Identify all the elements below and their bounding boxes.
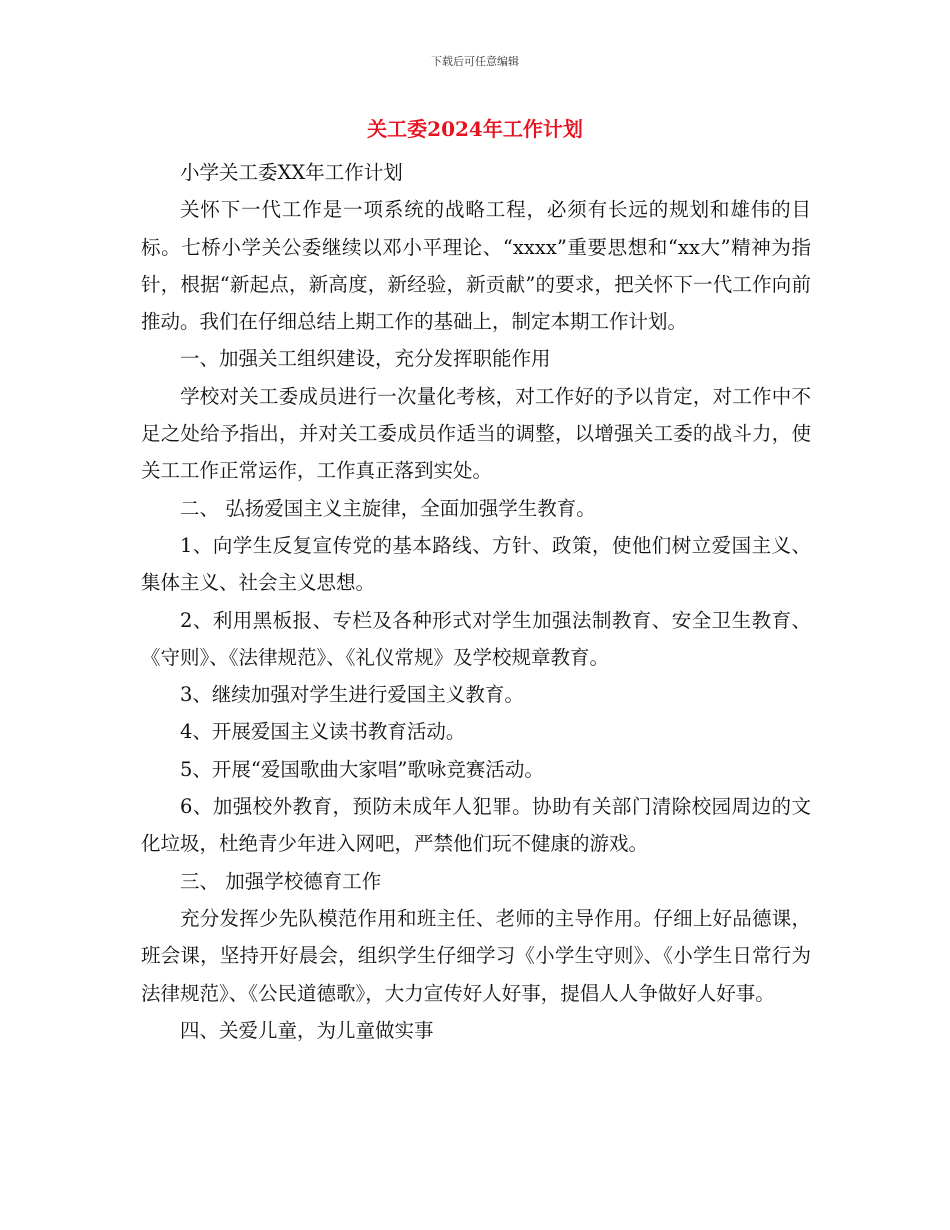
list-item-2: 2、利用黑板报、专栏及各种形式对学生加强法制教育、安全卫生教育、《守则》、《法律规范》、《礼仪常规》及学校规章教育。: [141, 608, 811, 669]
list-item-6: 6、加强校外教育，预防未成年人犯罪。协助有关部门清除校园周边的文化垃圾，杜绝青少年进入网吧，严禁他们玩不健康的游戏。: [141, 795, 811, 856]
list-item-5: 5、开展“爱国歌曲大家唱”歌咏竞赛活动。: [180, 757, 544, 781]
list-item-3: 3、继续加强对学生进行爱国主义教育。: [180, 683, 524, 707]
section-heading-2: 二、 弘扬爱国主义主旋律，全面加强学生教育。: [180, 496, 596, 520]
section-1-paragraph: 学校对关工委成员进行一次量化考核，对工作好的予以肯定，对工作中不足之处给予指出，并对关工委成员作适当的调整，以增强关工委的战斗力，使关工工作正常运作，工作真正落到实处。: [141, 384, 811, 483]
list-item-4: 4、开展爱国主义读书教育活动。: [180, 720, 466, 744]
section-heading-1: 一、加强关工组织建设，充分发挥职能作用: [180, 347, 551, 371]
document-title: 关工委2024年工作计划: [367, 117, 583, 141]
section-heading-3: 三、 加强学校德育工作: [180, 869, 382, 893]
section-3-paragraph: 充分发挥少先队模范作用和班主任、老师的主导作用。仔细上好品德课，班会课，坚持开好晨会，组织学生仔细学习《小学生守则》、《小学生日常行为法律规范》、《公民道德歌》，大力宣传好人好事，提倡人人争做好人好事。: [141, 906, 811, 1005]
intro-paragraph: 关怀下一代工作是一项系统的战略工程，必须有长远的规划和雄伟的目标。七桥小学关公委继续以邓小平理论、“xxxx”重要思想和“xx大”精神为指针，根据“新起点，新高度，新经验，新贡献”的要求，把关怀下一代工作向前推动。我们在仔细总结上期工作的基础上，制定本期工作计划。: [141, 198, 811, 334]
subtitle-paragraph: 小学关工委XX年工作计划: [180, 161, 403, 184]
section-heading-4: 四、关爱儿童，为儿童做实事: [180, 1018, 434, 1042]
list-item-1: 1、向学生反复宣传党的基本路线、方针、政策，使他们树立爱国主义、集体主义、社会主义思想。: [141, 533, 811, 595]
document-body: [141, 154, 811, 1049]
page-header-note: 下载后可任意编辑: [431, 55, 519, 68]
